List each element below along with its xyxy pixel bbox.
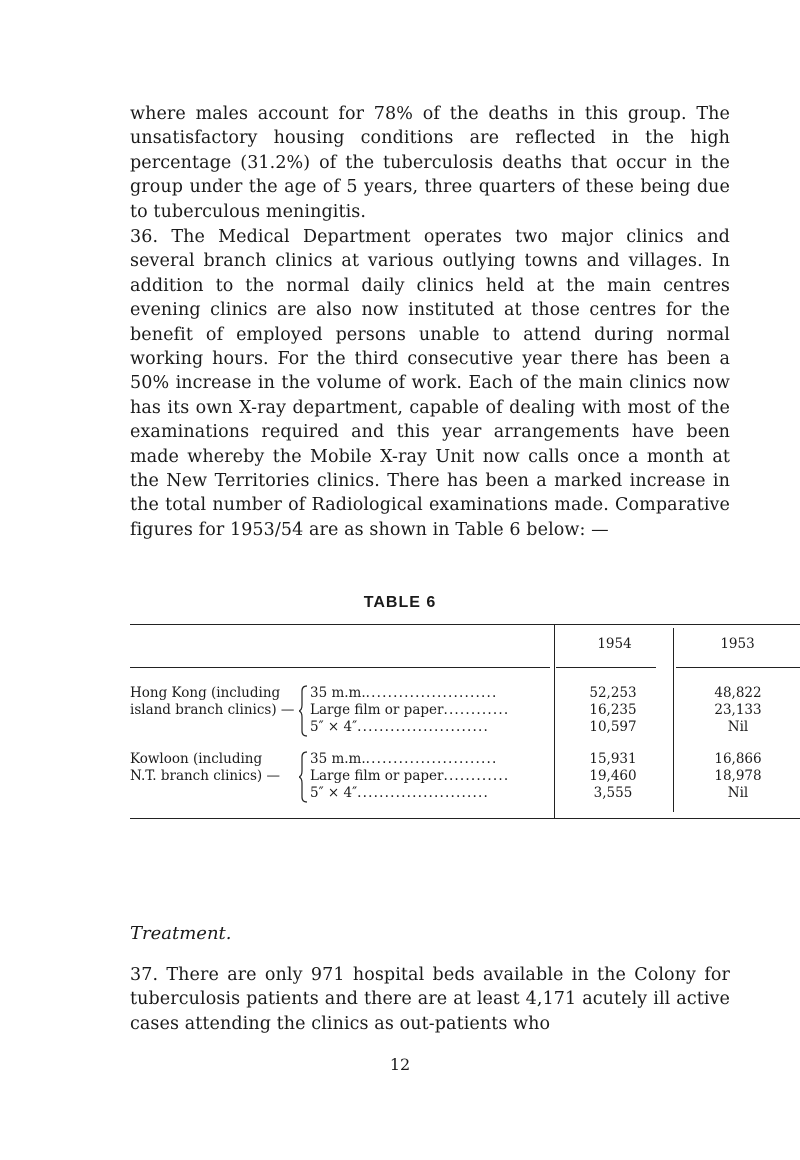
- value-1953: Nil: [727, 785, 749, 801]
- table-row: 35 m.m.........................: [310, 751, 498, 767]
- table-row: Large film or paper............: [310, 702, 510, 718]
- paragraph-36: 36. The Medical Department operates two major clinics and several branch clinics at various outlying towns and villages. In addition to the normal daily clinics held at the main centres evening clinics are also now instituted at those centres for the benefit of employed persons unable to attend during normal working hours. For the third consecutive year there has been a 50% increase in the volume of work. Each of the main clinics now has its own X-ray department, capable of dealing with most of the examinations required and this year arrangements have been made whereby the Mobile X-ray Unit now calls once a month at the New Territories clinics. There has been a marked increase in the total number of Radiological examinations made. Comparative figures for 1953/54 are as shown in Table 6 below: —: [130, 227, 730, 540]
- header-rule-1953: [676, 667, 800, 668]
- value-1953: Nil: [727, 719, 749, 735]
- column-divider-1: [554, 624, 555, 818]
- table-top-rule: [130, 624, 800, 625]
- group-label-kowloon: Kowloon (including: [130, 751, 263, 767]
- brace-icon: [299, 751, 309, 803]
- table-row: 5″ × 4″........................: [310, 785, 489, 801]
- section-heading: Treatment.: [130, 923, 232, 944]
- table-row: Large film or paper............: [310, 768, 510, 784]
- header-1953: 1953: [720, 636, 755, 652]
- header-rule-left: [130, 667, 550, 668]
- page-number: 12: [389, 1055, 411, 1074]
- value-1954: 16,235: [589, 702, 637, 718]
- table-title: TABLE 6: [363, 594, 437, 611]
- value-1954: 10,597: [589, 719, 637, 735]
- group-label-hong-kong-line2: island branch clinics) —: [130, 702, 295, 718]
- value-1953: 18,978: [714, 768, 762, 784]
- header-1954: 1954: [597, 636, 632, 652]
- group-label-kowloon-line2: N.T. branch clinics) —: [130, 768, 280, 784]
- value-1954: 15,931: [589, 751, 637, 767]
- table-bottom-rule: [130, 818, 800, 819]
- paragraph-37: 37. There are only 971 hospital beds available in the Colony for tuberculosis patients and there are at least 4,171 acutely ill active cases attending the clinics as out-patients who: [130, 965, 730, 1034]
- value-1953: 48,822: [714, 685, 762, 701]
- value-1954: 3,555: [593, 785, 633, 801]
- brace-icon: [299, 685, 309, 737]
- paragraph-continuation: where males account for 78% of the deaths in this group. The unsatisfactory housing conditions are reflected in the high percentage (31.2%) of the tuberculosis deaths that occur in the group under the age of 5 years, three quarters of these being due to tuberculous meningitis.: [130, 104, 730, 222]
- table-row: 5″ × 4″........................: [310, 719, 489, 735]
- value-1954: 52,253: [589, 685, 637, 701]
- header-rule-1954: [556, 667, 656, 668]
- value-1954: 19,460: [589, 768, 637, 784]
- table-row: 35 m.m.........................: [310, 685, 498, 701]
- group-label-hong-kong: Hong Kong (including: [130, 685, 281, 701]
- value-1953: 23,133: [714, 702, 762, 718]
- column-divider-2: [673, 628, 674, 812]
- value-1953: 16,866: [714, 751, 762, 767]
